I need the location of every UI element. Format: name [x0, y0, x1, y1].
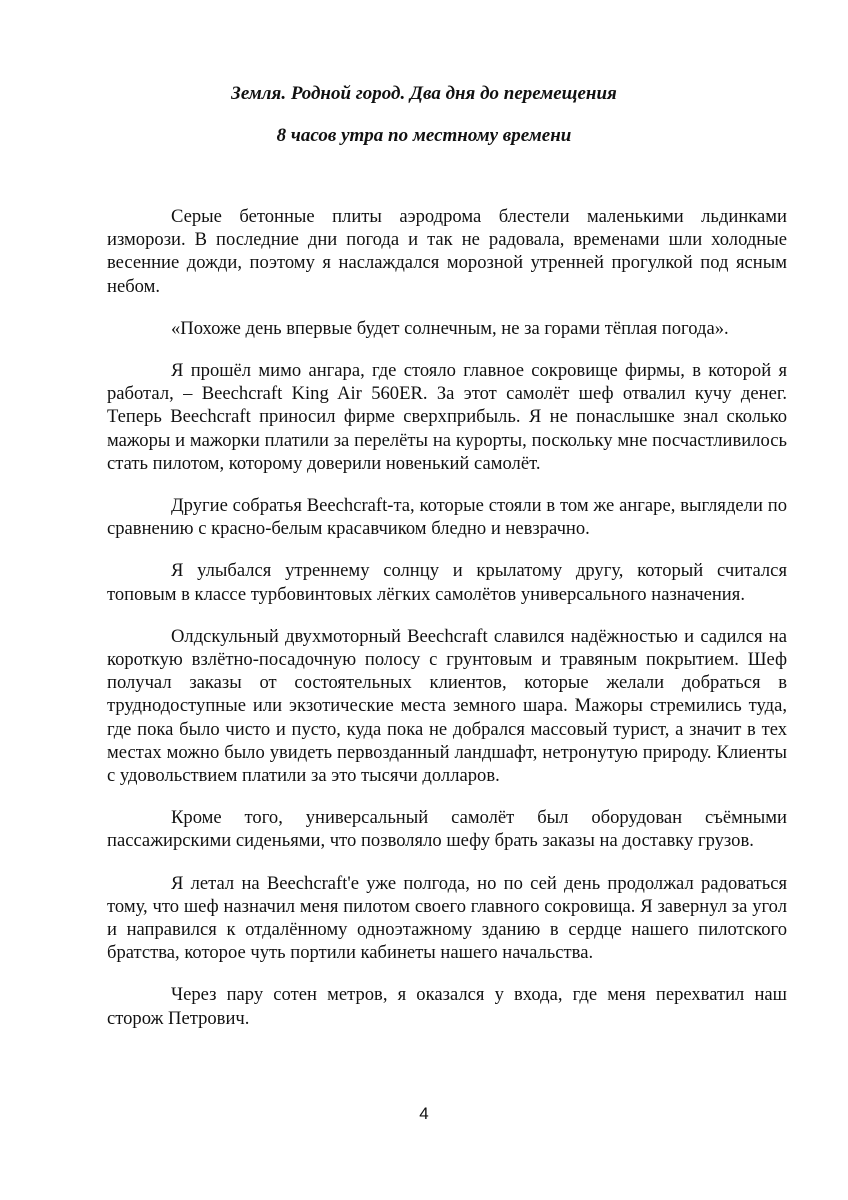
paragraph: Я прошёл мимо ангара, где стояло главное сокровище фирмы, в которой я работал, – Beechcraft King Air 560ER. За этот самолёт шеф отвалил кучу денег. Теперь Beechcraft приносил фирме сверхприбыль. Я не понаслышке знал сколько мажоры и мажорки платили за перелёты на курорты, поскольку мне посчастливилось стать пилотом, которому доверили новенький самолёт. [107, 360, 787, 474]
paragraph: Серые бетонные плиты аэродрома блестели маленькими льдинками изморози. В последние дни погода и так не радовала, временами шли холодные весенние дожди, поэтому я наслаждался морозной утренней прогулкой под ясным небом. [107, 206, 787, 297]
chapter-subheading: 8 часов утра по местному времени [276, 125, 572, 146]
paragraph: «Похоже день впервые будет солнечным, не за горами тёплая погода». [171, 317, 729, 339]
paragraph: Я летал на Beechcraft'е уже полгода, но по сей день продолжал радоваться тому, что шеф назначил меня пилотом своего главного сокровища. Я завернул за угол и направился к отдалённому одноэтажному зданию в сердце нашего пилотского братства, которое чуть портили кабинеты нашего начальства. [107, 872, 787, 964]
paragraph: Другие собратья Beechcraft-та, которые стояли в том же ангаре, выглядели по сравнению с красно-белым красавчиком бледно и невзрачно. [107, 495, 787, 540]
paragraph: Кроме того, универсальный самолёт был оборудован съёмными пассажирскими сиденьями, что позволяло шефу брать заказы на доставку грузов. [107, 807, 787, 852]
chapter-heading: Земля. Родной город. Два дня до перемещения [231, 83, 617, 104]
page-number: 4 [419, 1104, 429, 1123]
body-text [107, 205, 787, 1049]
paragraph: Через пару сотен метров, я оказался у входа, где меня перехватил наш сторож Петрович. [107, 984, 787, 1029]
paragraph: Я улыбался утреннему солнцу и крылатому другу, который считался топовым в классе турбовинтовых лёгких самолётов универсального назначения. [107, 560, 787, 605]
paragraph: Олдскульный двухмоторный Beechcraft славился надёжностью и садился на короткую взлётно-посадочную полосу с грунтовым и травяным покрытием. Шеф получал заказы от состоятельных клиентов, которые желали добраться в труднодоступные или экзотические места земного шара. Мажоры стремились туда, где пока было чисто и пусто, куда пока не добрался массовый турист, а значит в тех местах можно было увидеть первозданный ландшафт, нетронутую природу. Клиенты с удовольствием платили за это тысячи долларов. [107, 625, 787, 787]
